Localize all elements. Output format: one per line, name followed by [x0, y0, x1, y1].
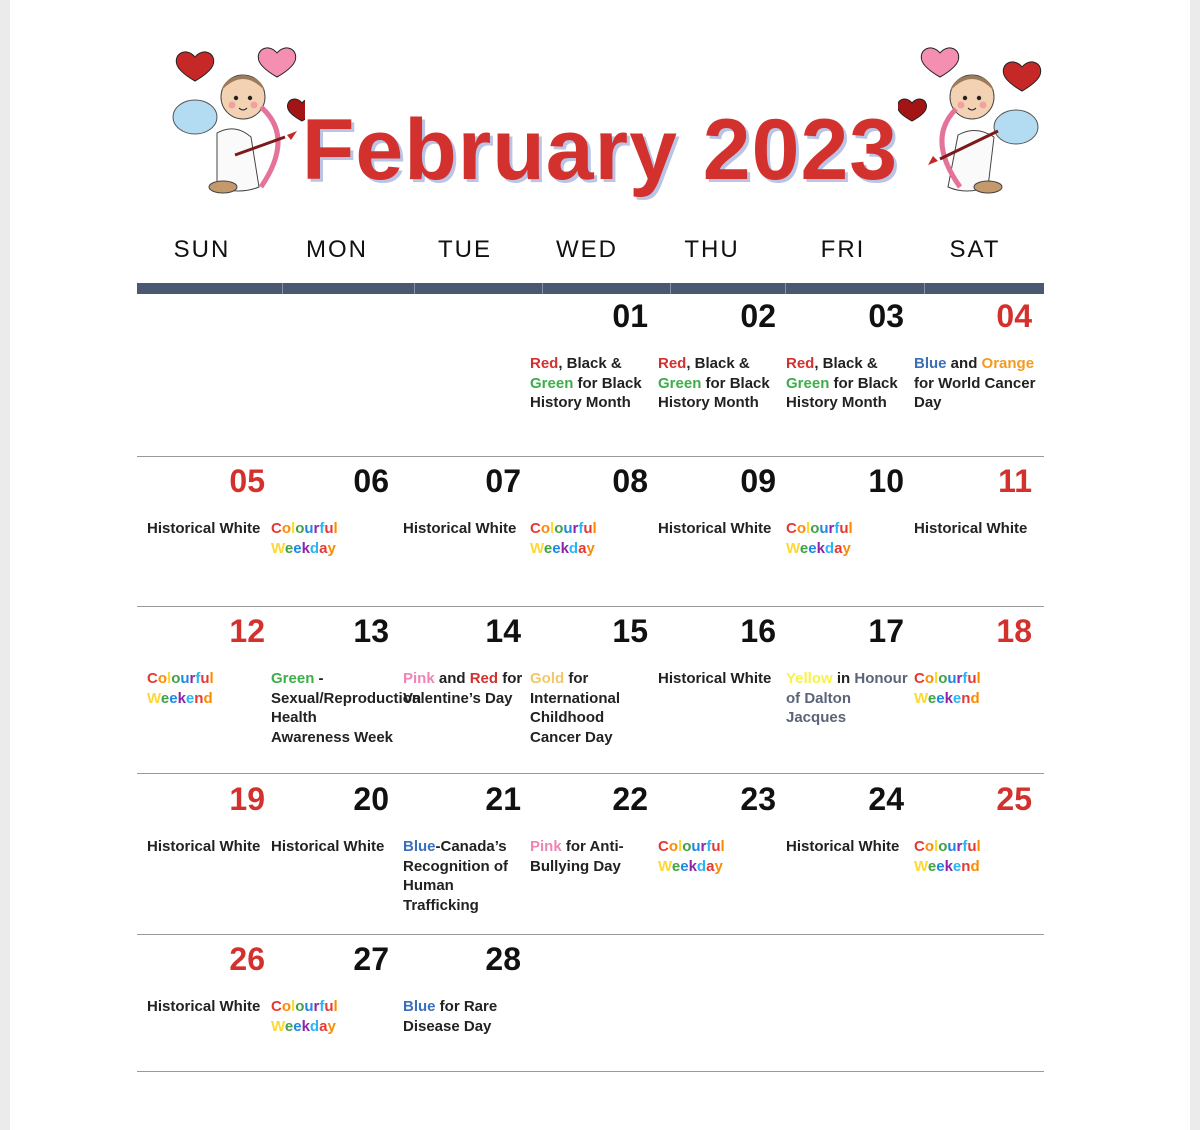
- observance-text: Green: [530, 374, 574, 392]
- day-observance: [271, 997, 397, 1036]
- observance-text: Red: [658, 355, 687, 372]
- day-cell: [786, 463, 912, 593]
- day-observance: [914, 354, 1040, 413]
- observance-text: for Black History Month: [658, 374, 770, 411]
- day-observance: [786, 837, 912, 857]
- day-observance: [530, 669, 656, 747]
- day-number: 26: [229, 941, 265, 977]
- observance-text: Green: [786, 374, 830, 392]
- day-observance: [147, 519, 273, 539]
- day-cell: [147, 781, 273, 911]
- row-divider: [137, 456, 1044, 457]
- observance-text: for Rare Disease Day: [403, 998, 498, 1035]
- day-number: 22: [612, 781, 648, 817]
- observance-text: Historical White: [403, 520, 517, 537]
- row-divider: [137, 773, 1044, 774]
- observance-text: Historical White: [147, 520, 261, 537]
- observance-text: in: [832, 670, 855, 687]
- day-cell: [914, 781, 1040, 911]
- rainbow-text: Colourful Weekday: [786, 520, 853, 557]
- day-number: 14: [485, 613, 521, 649]
- day-number: 07: [485, 463, 521, 499]
- rainbow-text: Colourful Weekday: [530, 520, 597, 557]
- observance-text: Green: [271, 670, 315, 687]
- day-observance: [786, 354, 912, 413]
- day-observance: [530, 519, 656, 558]
- day-number: 20: [353, 781, 389, 817]
- day-number: 27: [353, 941, 389, 977]
- day-cell: [403, 941, 529, 1071]
- observance-text: Historical White: [658, 520, 772, 537]
- observance-text: for Anti-Bullying Day: [530, 838, 624, 875]
- observance-text: Pink: [530, 838, 562, 855]
- observance-text: for Black History Month: [786, 374, 898, 411]
- day-number: 19: [229, 781, 265, 817]
- day-number: 08: [612, 463, 648, 499]
- day-cell: [786, 781, 912, 911]
- day-cell: [658, 781, 784, 911]
- weekday-sat: SAT: [949, 236, 1001, 263]
- day-observance: [271, 837, 397, 857]
- day-cell: [786, 613, 912, 743]
- day-number: 15: [612, 613, 648, 649]
- day-cell: [403, 781, 529, 914]
- observance-text: and: [946, 355, 982, 372]
- weekday-mon: MON: [306, 236, 368, 263]
- day-number: 16: [740, 613, 776, 649]
- observance-text: Orange: [981, 355, 1035, 372]
- rainbow-text: Colourful Weekday: [271, 998, 338, 1035]
- header-bar: [137, 283, 1044, 294]
- observance-text: - Sexual/Reproduction Health Awareness Week: [271, 670, 422, 746]
- day-observance: [786, 669, 912, 728]
- observance-text: Green: [658, 374, 702, 392]
- day-observance: [403, 837, 529, 915]
- row-divider: [137, 1071, 1044, 1072]
- day-observance: [147, 837, 273, 857]
- day-cell: [786, 298, 912, 428]
- day-observance: [147, 997, 273, 1017]
- day-number: 11: [998, 463, 1032, 499]
- weekday-tue: TUE: [438, 236, 492, 263]
- day-observance: [147, 669, 273, 708]
- day-cell: [147, 941, 273, 1071]
- observance-text: Historical White: [786, 838, 900, 855]
- rainbow-text: Colourful Weekday: [271, 520, 338, 557]
- day-number: 02: [740, 298, 776, 334]
- row-divider: [137, 606, 1044, 607]
- rainbow-text: Colourful Weekday: [658, 838, 725, 875]
- day-cell: [658, 298, 784, 428]
- day-number: 10: [868, 463, 904, 499]
- observance-text: for International Childhood Cancer Day: [530, 670, 621, 746]
- weekday-wed: WED: [556, 236, 618, 263]
- day-number: 05: [229, 463, 265, 499]
- day-number: 13: [353, 613, 389, 649]
- day-observance: [914, 837, 1040, 876]
- rainbow-text: Colourful Weekend: [914, 838, 981, 875]
- day-observance: [530, 837, 656, 876]
- day-number: 18: [996, 613, 1032, 649]
- calendar-title: February 2023: [301, 102, 899, 198]
- day-cell: [147, 463, 273, 593]
- observance-text: , Black &: [686, 355, 750, 372]
- day-number: 12: [229, 613, 265, 649]
- observance-text: Historical White: [658, 670, 772, 687]
- observance-text: for Black History Month: [530, 374, 642, 411]
- day-observance: [914, 669, 1040, 708]
- day-observance: [403, 519, 529, 539]
- day-cell: [403, 613, 529, 743]
- weekday-sun: SUN: [173, 236, 231, 263]
- day-number: 21: [485, 781, 521, 817]
- observance-text: Gold: [530, 670, 565, 687]
- row-divider: [137, 934, 1044, 935]
- observance-text: , Black &: [814, 355, 878, 372]
- day-number: 04: [996, 298, 1032, 334]
- day-observance: [658, 519, 784, 539]
- day-observance: [658, 354, 784, 413]
- day-cell: [403, 463, 529, 593]
- day-observance: [403, 669, 529, 708]
- observance-text: Red: [786, 355, 815, 372]
- weekday-thu: THU: [684, 236, 740, 263]
- observance-text: for Valentine’s Day: [403, 670, 523, 707]
- day-number: 25: [996, 781, 1032, 817]
- observance-text: for World Cancer Day: [914, 374, 1036, 411]
- observance-text: Red: [469, 670, 499, 687]
- day-cell: [530, 613, 656, 746]
- day-number: 01: [612, 298, 648, 334]
- day-number: 23: [740, 781, 776, 817]
- day-observance: [658, 837, 784, 876]
- observance-text: and: [434, 670, 470, 687]
- observance-text: Historical White: [147, 838, 261, 855]
- day-cell: [530, 781, 656, 911]
- observance-text: Blue: [403, 838, 436, 855]
- day-number: 17: [868, 613, 904, 649]
- observance-text: Pink: [403, 670, 435, 687]
- observance-text: Blue: [403, 998, 436, 1015]
- day-cell: [271, 781, 397, 911]
- observance-text: Honour of Dalton Jacques: [786, 670, 908, 726]
- day-cell: [271, 463, 397, 593]
- day-number: 09: [740, 463, 776, 499]
- day-cell: [914, 613, 1040, 743]
- day-cell: [530, 463, 656, 593]
- day-number: 28: [485, 941, 521, 977]
- day-number: 06: [353, 463, 389, 499]
- day-observance: [403, 997, 529, 1036]
- day-cell: [914, 463, 1040, 593]
- day-cell: [914, 298, 1040, 428]
- day-cell: [658, 613, 784, 743]
- day-cell: [530, 298, 656, 428]
- rainbow-text: Colourful Weekend: [914, 670, 981, 707]
- observance-text: -Canada’s Recognition of Human Trafficking: [403, 838, 508, 914]
- observance-text: , Black &: [558, 355, 622, 372]
- day-number: 03: [868, 298, 904, 334]
- observance-text: Red: [530, 355, 559, 372]
- day-observance: [786, 519, 912, 558]
- observance-text: Historical White: [914, 520, 1028, 537]
- day-cell: [271, 941, 397, 1071]
- observance-text: Historical White: [271, 838, 385, 855]
- day-cell: [147, 613, 273, 743]
- weekday-fri: FRI: [820, 236, 866, 263]
- day-observance: [271, 519, 397, 558]
- day-cell: [658, 463, 784, 593]
- observance-text: Historical White: [147, 998, 261, 1015]
- rainbow-text: Colourful Weekend: [147, 670, 214, 707]
- day-number: 24: [868, 781, 904, 817]
- day-observance: [914, 519, 1040, 539]
- observance-text: Blue: [914, 355, 947, 372]
- day-observance: [658, 669, 784, 689]
- observance-text: Yellow: [786, 670, 833, 687]
- day-observance: [530, 354, 656, 413]
